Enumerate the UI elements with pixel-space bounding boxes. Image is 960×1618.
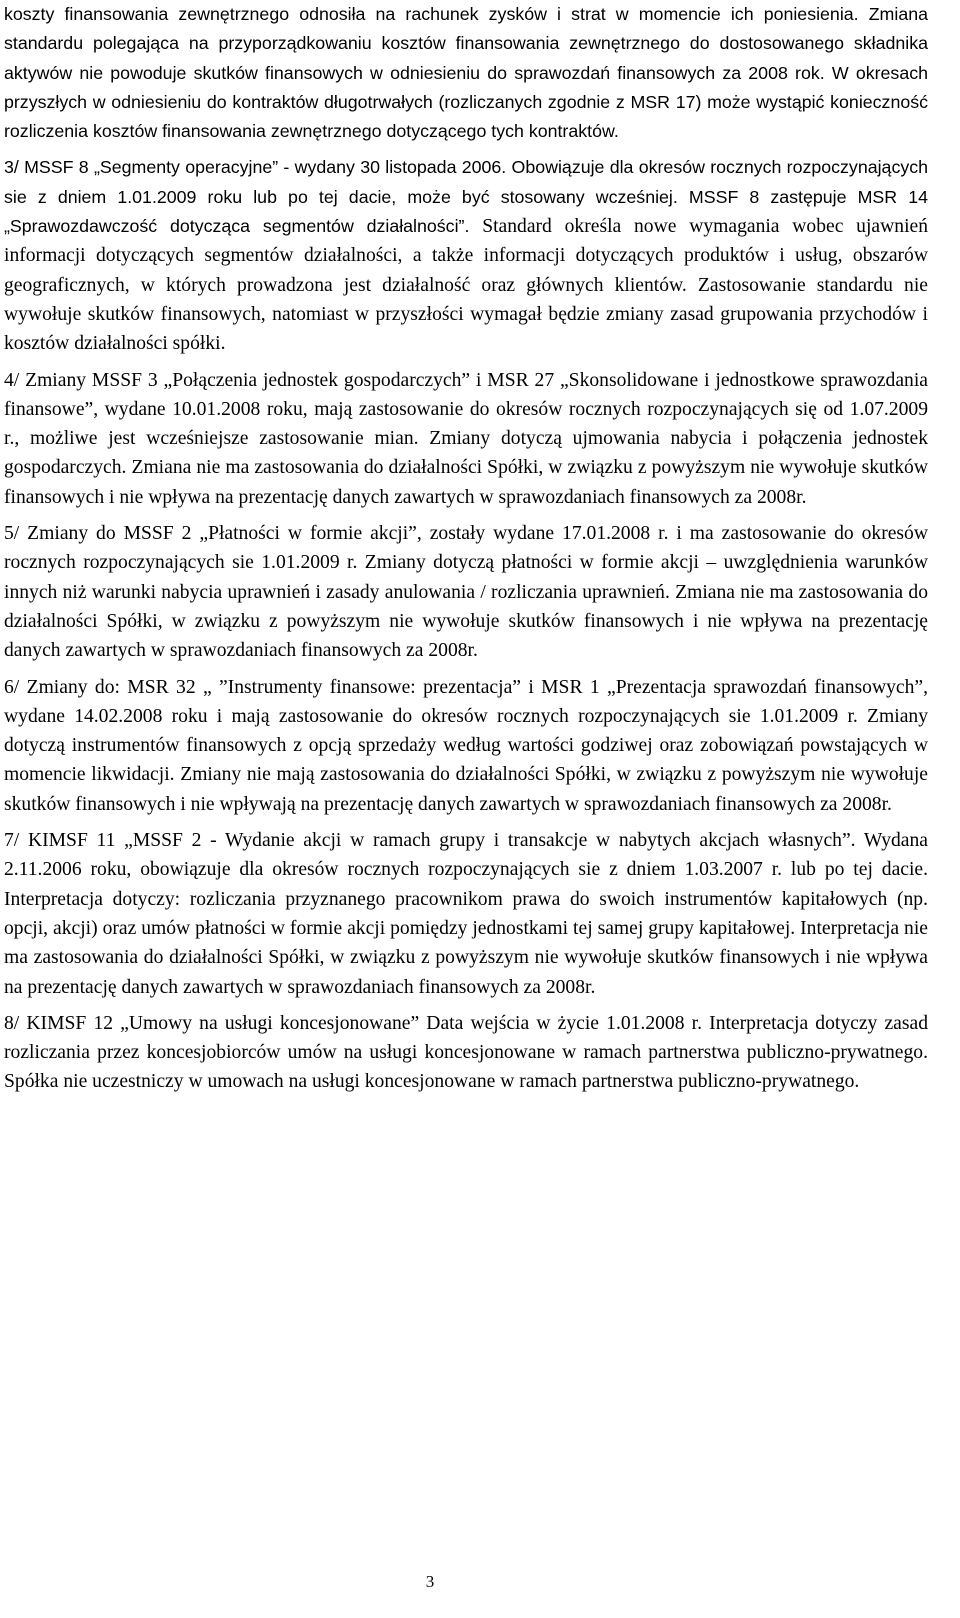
paragraph-mssf-2 bbox=[4, 519, 928, 665]
paragraph-text: 6/ Zmiany do: MSR 32 „ ”Instrumenty finansowe: prezentacja” i MSR 1 „Prezentacja sprawozdań finansowych”, wydane 14.02.2008 roku i mają zastosowanie do okresów rocznych rozpoczynających sie 1.01.2009 r. Zmiany dotyczą instrumentów finansowych z opcją sprzedaży według wartości godziwej oraz zobowiązań powstających w momencie likwidacji. Zmiany nie mają zastosowania do działalności Spółki, w związku z powyższym nie wywołuje skutków finansowych i nie wpływają na prezentację danych zawartych w sprawozdaniach finansowych za 2008r. bbox=[4, 676, 928, 815]
page-number: 3 bbox=[425, 1572, 435, 1591]
paragraph-finance-costs bbox=[4, 0, 928, 146]
paragraph-kimsf-12 bbox=[4, 1009, 928, 1097]
paragraph-mssf-8 bbox=[4, 153, 928, 358]
paragraph-text: 3/ MSSF 8 „Segmenty operacyjne” - wydany 30 listopada 2006. Obowiązuje dla okresów rocznych rozpoczynających sie z dniem 1.01.2009 roku lub po tej dacie, może być stosowany wcześniej. MSSF 8 zastępuje MSR 14 „Sprawozdawczość dotycząca segmentów działalności”. bbox=[4, 157, 928, 237]
paragraph-text: 8/ KIMSF 12 „Umowy na usługi koncesjonowane” Data wejścia w życie 1.01.2008 r. Interpretacja dotyczy zasad rozliczania przez koncesjobiorców umów na usługi koncesjonowane w ramach partnerstwa publiczno-prywatnego. Spółka nie uczestniczy w umowach na usługi koncesjonowane w ramach partnerstwa publiczno-prywatnego. bbox=[4, 1012, 928, 1093]
paragraph-text: Standard określa nowe wymagania wobec ujawnień informacji dotyczących segmentów działalności, a także informacji dotyczących produktów i usług, obszarów geograficznych, w których prowadzona jest działalność oraz głównych klientów. Zastosowanie standardu nie wywołuje skutków finansowych, natomiast w przyszłości wymagał będzie zmiany zasad grupowania przychodów i kosztów działalności spółki. bbox=[4, 216, 929, 355]
paragraph-msr-32 bbox=[4, 673, 928, 819]
paragraph-text: 4/ Zmiany MSSF 3 „Połączenia jednostek gospodarczych” i MSR 27 „Skonsolidowane i jednostkowe sprawozdania finansowe”, wydane 10.01.2008 roku, mają zastosowanie do okresów rocznych rozpoczynających się od 1.07.2009 r., możliwe jest wcześniejsze zastosowanie mian. Zmiany dotyczą ujmowania nabycia i połączenia jednostek gospodarczych. Zmiana nie ma zastosowania do działalności Spółki, w związku z powyższym nie wywołuje skutków finansowych i nie wpływa na prezentację danych zawartych w sprawozdaniach finansowych za 2008r. bbox=[4, 369, 928, 508]
paragraph-text: 7/ KIMSF 11 „MSSF 2 - Wydanie akcji w ramach grupy i transakcje w nabytych akcjach własnych”. Wydana 2.11.2006 roku, obowiązuje dla okresów rocznych rozpoczynających sie z dniem 1.03.2007 r. lub po tej dacie. Interpretacja dotyczy: rozliczania przyznanego pracownikom prawa do swoich instrumentów kapitałowych (np. opcji, akcji) oraz umów płatności w formie akcji pomiędzy jednostkami tej samej grupy kapitałowej. Interpretacja nie ma zastosowania do działalności Spółki, w związku z powyższym nie wywołuje skutków finansowych i nie wpływa na prezentację danych zawartych w sprawozdaniach finansowych za 2008r. bbox=[4, 830, 928, 998]
paragraph-text: koszty finansowania zewnętrznego odnosiła na rachunek zysków i strat w momencie ich poniesienia. Zmiana standardu polegająca na przyporządkowaniu kosztów finansowania zewnętrznego do dostosowanego składnika aktywów nie powoduje skutków finansowych w odniesieniu do sprawozdań finansowych za 2008 rok. W okresach przyszłych w odniesieniu do kontraktów długotrwałych (rozliczanych zgodnie z MSR 17) może wystąpić konieczność rozliczenia kosztów finansowania zewnętrznego dotyczącego tych kontraktów. bbox=[4, 4, 928, 142]
document-page bbox=[4, 0, 928, 1097]
paragraph-mssf-3 bbox=[4, 366, 928, 512]
paragraph-kimsf-11 bbox=[4, 826, 928, 1002]
paragraph-text: 5/ Zmiany do MSSF 2 „Płatności w formie akcji”, zostały wydane 17.01.2008 r. i ma zastosowanie do okresów rocznych rozpoczynających sie 1.01.2009 r. Zmiany dotyczą płatności w formie akcji – uwzględnienia warunków innych niż warunki nabycia uprawnień i zasady anulowania / rozliczania uprawnień. Zmiana nie ma zastosowania do działalności Spółki, w związku z powyższym nie wywołuje skutków finansowych i nie wpływa na prezentację danych zawartych w sprawozdaniach finansowych za 2008r. bbox=[4, 523, 928, 662]
